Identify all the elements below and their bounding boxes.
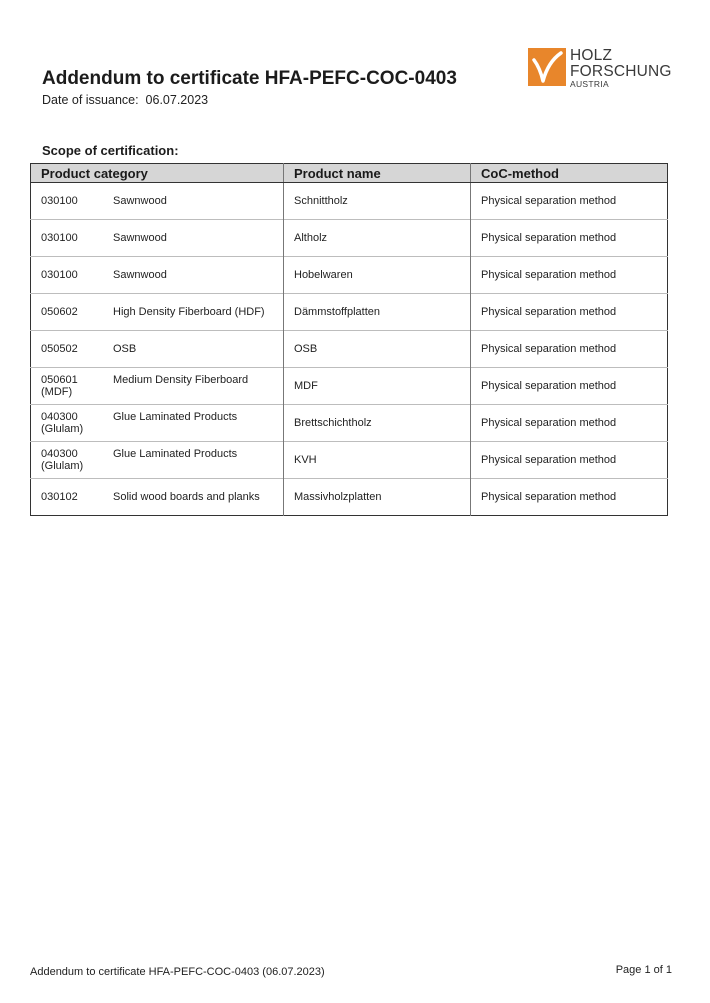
coc-method-cell: Physical separation method: [471, 331, 668, 368]
product-name-cell: MDF: [284, 368, 471, 405]
logo-mark-icon: [528, 48, 566, 86]
column-header-product-name: Product name: [284, 164, 471, 183]
logo-line-3: AUSTRIA: [570, 79, 609, 89]
table-row: [31, 183, 668, 220]
table-row: [31, 442, 668, 479]
category-code: 030100: [41, 269, 78, 281]
holzforschung-logo: [528, 48, 678, 90]
category-label: Sawnwood: [113, 269, 167, 281]
coc-method-cell: Physical separation method: [481, 195, 617, 207]
issuance-line: [42, 93, 208, 107]
product-category-cell: [31, 442, 284, 479]
logo-line-1: HOLZ: [570, 47, 613, 64]
product-category-cell: [31, 257, 284, 294]
product-category-cell: [31, 405, 284, 442]
product-name-cell: OSB: [284, 331, 471, 368]
category-label: High Density Fiberboard (HDF): [113, 306, 265, 318]
product-name-cell: KVH: [284, 442, 471, 479]
coc-method-cell: Physical separation method: [471, 257, 668, 294]
logo-line-2: FORSCHUNG: [570, 62, 672, 80]
product-name-cell: Brettschichtholz: [284, 405, 471, 442]
column-header-product-category: Product category: [31, 164, 284, 183]
issuance-label: Date of issuance:: [42, 93, 139, 107]
coc-method-cell: Physical separation method: [471, 294, 668, 331]
table-header-row: [31, 164, 668, 183]
product-category-cell: [31, 331, 284, 368]
scope-heading: Scope of certification:: [42, 143, 179, 158]
table-row: [31, 220, 668, 257]
product-name-cell: Hobelwaren: [284, 257, 471, 294]
category-label: Glue Laminated Products (Glulam): [41, 448, 238, 472]
category-code: 030102: [41, 491, 78, 503]
category-label: Sawnwood: [113, 232, 167, 244]
footer-document-reference: Addendum to certificate HFA-PEFC-COC-0403 (06.07.2023): [30, 966, 325, 978]
issuance-date: 06.07.2023: [145, 93, 209, 107]
table-row: [31, 294, 668, 331]
category-label: Solid wood boards and planks: [113, 491, 260, 503]
coc-method-cell: Physical separation method: [471, 220, 668, 257]
table-row: [31, 479, 668, 516]
coc-method-cell: Physical separation method: [471, 442, 668, 479]
table-row: [31, 368, 668, 405]
category-code: 050502: [41, 343, 78, 355]
category-code: 050602: [41, 306, 78, 318]
product-category-cell: [31, 220, 284, 257]
category-code: 050601: [41, 374, 78, 386]
product-name-cell: Schnittholz: [284, 183, 471, 220]
category-code: 030100: [41, 195, 78, 207]
coc-method-cell: Physical separation method: [471, 479, 668, 516]
product-category-cell: [31, 368, 284, 405]
category-label: Glue Laminated Products (Glulam): [41, 411, 238, 435]
document-title: Addendum to certificate HFA-PEFC-COC-0403: [42, 68, 457, 89]
product-name-cell: Massivholzplatten: [284, 479, 471, 516]
category-label: Sawnwood: [113, 195, 167, 207]
footer-page-number: Page 1 of 1: [615, 964, 672, 976]
product-category-cell: [31, 183, 284, 220]
product-name-cell: Dämmstoffplatten: [284, 294, 471, 331]
table-row: [31, 331, 668, 368]
coc-method-cell: Physical separation method: [471, 368, 668, 405]
product-category-cell: [31, 479, 284, 516]
category-code: 040300: [41, 411, 78, 423]
coc-method-cell: Physical separation method: [471, 405, 668, 442]
logo-text: [570, 48, 672, 89]
category-code: 040300: [41, 448, 78, 460]
category-label: Medium Density Fiberboard (MDF): [41, 374, 249, 398]
table-row: [31, 257, 668, 294]
category-code: 030100: [41, 232, 78, 244]
product-name-cell: Altholz: [284, 220, 471, 257]
scope-table: [30, 163, 668, 516]
category-label: OSB: [113, 343, 137, 355]
product-category-cell: [31, 294, 284, 331]
column-header-coc-method: CoC-method: [471, 164, 668, 183]
table-row: [31, 405, 668, 442]
